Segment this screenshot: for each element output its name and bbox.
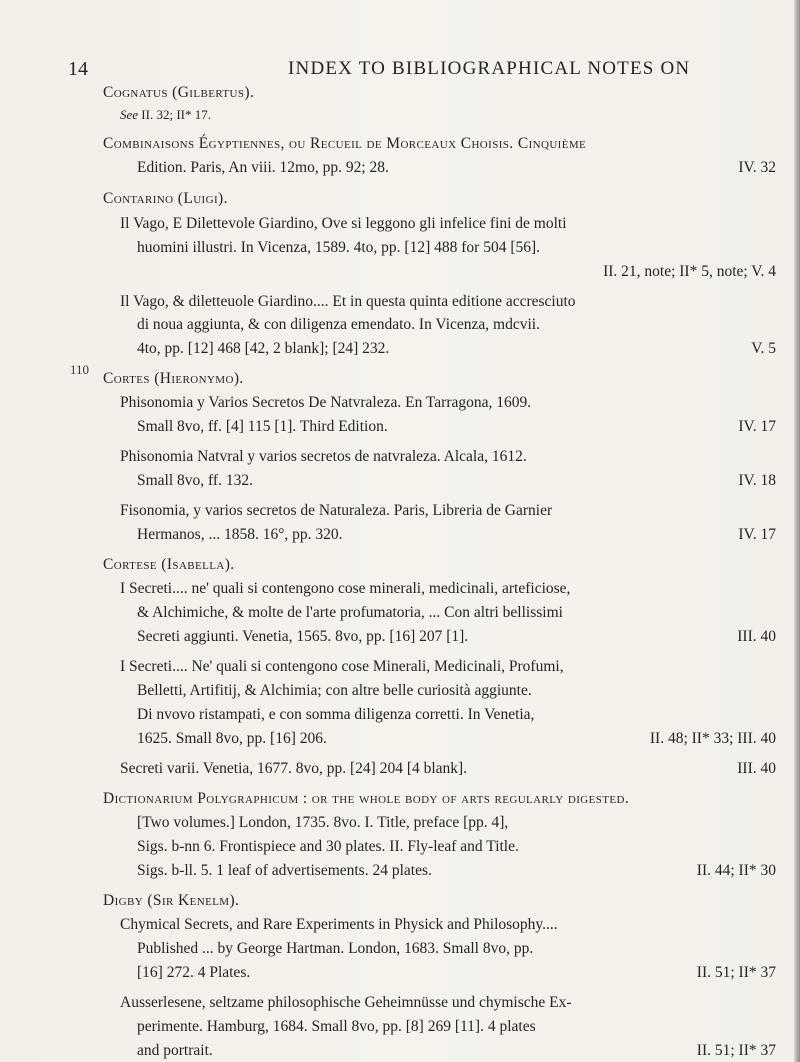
entry-text: [16] 272. 4 Plates. <box>137 964 251 981</box>
entry-text: Chymical Secrets, and Rare Experiments in Physick and Philosophy.... <box>120 916 558 933</box>
entry-heading-text: Digby (Sir Kenelm). <box>103 892 240 909</box>
entry-line <box>0 860 800 882</box>
entry-line <box>0 578 800 600</box>
entry-heading <box>0 890 800 912</box>
entry-text: Fisonomia, y varios secretos de Naturaleza. Paris, Libreria de Garnier <box>120 502 553 519</box>
entry-heading <box>0 788 800 810</box>
entry-text: Il Vago, & diletteuole Giardino.... Et in questa quinta editione accresciuto <box>120 293 576 310</box>
entry-text: 1625. Small 8vo, pp. [16] 206. <box>137 730 327 747</box>
margin-number: 110 <box>70 362 90 377</box>
entry-line <box>0 500 800 522</box>
volume-reference: IV. 32 <box>738 159 776 176</box>
entry-heading-text: Cortes (Hieronymo). <box>103 370 244 387</box>
see-refs: II. 32; II* 17. <box>141 107 211 122</box>
volume-reference: II. 51; II* 37 <box>696 964 776 981</box>
entry-text: Published ... by George Hartman. London, 1683. Small 8vo, pp. <box>137 940 534 957</box>
entry-heading-text: Combinaisons Égyptiennes, ou Recueil de Morceaux Choisis. Cinquième <box>103 135 587 152</box>
cross-reference <box>120 104 211 126</box>
volume-reference: II. 44; II* 30 <box>696 862 776 879</box>
entry-text: huomini illustri. In Vicenza, 1589. 4to, pp. [12] 488 for 504 [56]. <box>137 239 541 256</box>
entry-text: Sigs. b-ll. 5. 1 leaf of advertisements. 24 plates. <box>137 862 432 879</box>
entry-line <box>0 314 800 336</box>
entry-text: di noua aggiunta, & con diligenza emendato. In Vicenza, mdcvii. <box>137 316 540 333</box>
entry-text: and portrait. <box>137 1042 213 1059</box>
entry-line <box>0 680 800 702</box>
entry-line <box>0 392 800 414</box>
volume-reference: II. 21, note; II* 5, note; V. 4 <box>603 263 776 280</box>
volume-reference: IV. 17 <box>738 526 776 543</box>
entry-line <box>0 758 800 780</box>
entry-text: [Two volumes.] London, 1735. 8vo. I. Title, preface [pp. 4], <box>137 814 509 831</box>
volume-reference: IV. 18 <box>738 472 776 489</box>
entry-line <box>0 602 800 624</box>
entry-heading-text: Contarino (Luigi). <box>103 190 228 207</box>
entry-heading <box>0 188 800 210</box>
entry-text: Secreti varii. Venetia, 1677. 8vo, pp. [24] 204 [4 blank]. <box>120 760 468 777</box>
entry-text: I Secreti.... Ne' quali si contengono cose Minerali, Medicinali, Profumi, <box>120 658 564 675</box>
see-label: See <box>120 107 139 122</box>
entry-text: & Alchimiche, & molte de l'arte profumatoria, ... Con altri bellissimi <box>137 604 563 621</box>
page-number: 14 <box>68 58 88 80</box>
entry-line <box>0 914 800 936</box>
entry-text: perimente. Hamburg, 1684. Small 8vo, pp. [8] 269 [11]. 4 plates <box>137 1018 536 1035</box>
entry-line <box>0 656 800 678</box>
entry-heading <box>0 554 800 576</box>
page-header <box>0 58 800 84</box>
entry-heading <box>0 133 800 155</box>
entry-text: Edition. Paris, An viii. 12mo, pp. 92; 28. <box>137 159 389 176</box>
entry-line <box>0 836 800 858</box>
entry-text: Small 8vo, ff. [4] 115 [1]. Third Edition. <box>137 418 388 435</box>
entry-heading <box>0 368 800 390</box>
entry-line <box>0 157 800 179</box>
entry-line <box>0 237 800 259</box>
entry-line <box>0 470 800 492</box>
entry-line <box>0 1016 800 1038</box>
entry-text: I Secreti.... ne' quali si contengono cose minerali, medicinali, arteficiose, <box>120 580 571 597</box>
entry-line <box>0 524 800 546</box>
volume-reference: III. 40 <box>737 628 776 645</box>
entry-text: Di nvovo ristampati, e con somma diligenza corretti. In Venetia, <box>137 706 535 723</box>
entry-text: 4to, pp. [12] 468 [42, 2 blank]; [24] 232. <box>137 340 390 357</box>
entry-text: Belletti, Artifitij, & Alchimia; con altre belle curiosità aggiunte. <box>137 682 532 699</box>
entry-text: Phisonomia y Varios Secretos De Natvraleza. En Tarragona, 1609. <box>120 394 532 411</box>
entry-heading-text: Dictionarium Polygraphicum : or the whole body of arts regularly digested. <box>103 790 630 807</box>
entry-line <box>0 213 800 235</box>
entry-line <box>0 104 800 126</box>
entry-line <box>0 938 800 960</box>
entry-line <box>0 992 800 1014</box>
entry-line <box>0 962 800 984</box>
volume-reference: III. 40 <box>737 760 776 777</box>
entry-line <box>0 338 800 360</box>
volume-reference: II. 48; II* 33; III. 40 <box>649 730 776 747</box>
entry-line <box>0 626 800 648</box>
entry-line <box>0 261 800 283</box>
entry-text: Il Vago, E Dilettevole Giardino, Ove si leggono gli infelice fini de molti <box>120 215 567 232</box>
entry-text: Secreti aggiunti. Venetia, 1565. 8vo, pp. [16] 207 [1]. <box>137 628 469 645</box>
entry-text: Sigs. b-nn 6. Frontispiece and 30 plates. II. Fly-leaf and Title. <box>137 838 519 855</box>
entry-text: Hermanos, ... 1858. 16°, pp. 320. <box>137 526 343 543</box>
volume-reference: II. 51; II* 37 <box>696 1042 776 1059</box>
entry-line <box>0 812 800 834</box>
volume-reference: IV. 17 <box>738 418 776 435</box>
entry-text: Small 8vo, ff. 132. <box>137 472 253 489</box>
entry-heading-text: Cognatus (Gilbertus). <box>103 84 255 101</box>
entry-line <box>0 416 800 438</box>
volume-reference: V. 5 <box>751 340 776 357</box>
entry-line <box>0 1040 800 1062</box>
entry-text: Phisonomia Natvral y varios secretos de natvraleza. Alcala, 1612. <box>120 448 527 465</box>
entry-heading <box>0 82 800 104</box>
entry-heading-text: Cortese (Isabella). <box>103 556 235 573</box>
entry-line <box>0 704 800 726</box>
entry-line <box>0 291 800 313</box>
running-head: INDEX TO BIBLIOGRAPHICAL NOTES ON <box>288 58 691 79</box>
entry-text: Ausserlesene, seltzame philosophische Geheimnüsse und chymische Ex- <box>120 994 572 1011</box>
entry-line <box>0 728 800 750</box>
entry-line <box>0 446 800 468</box>
